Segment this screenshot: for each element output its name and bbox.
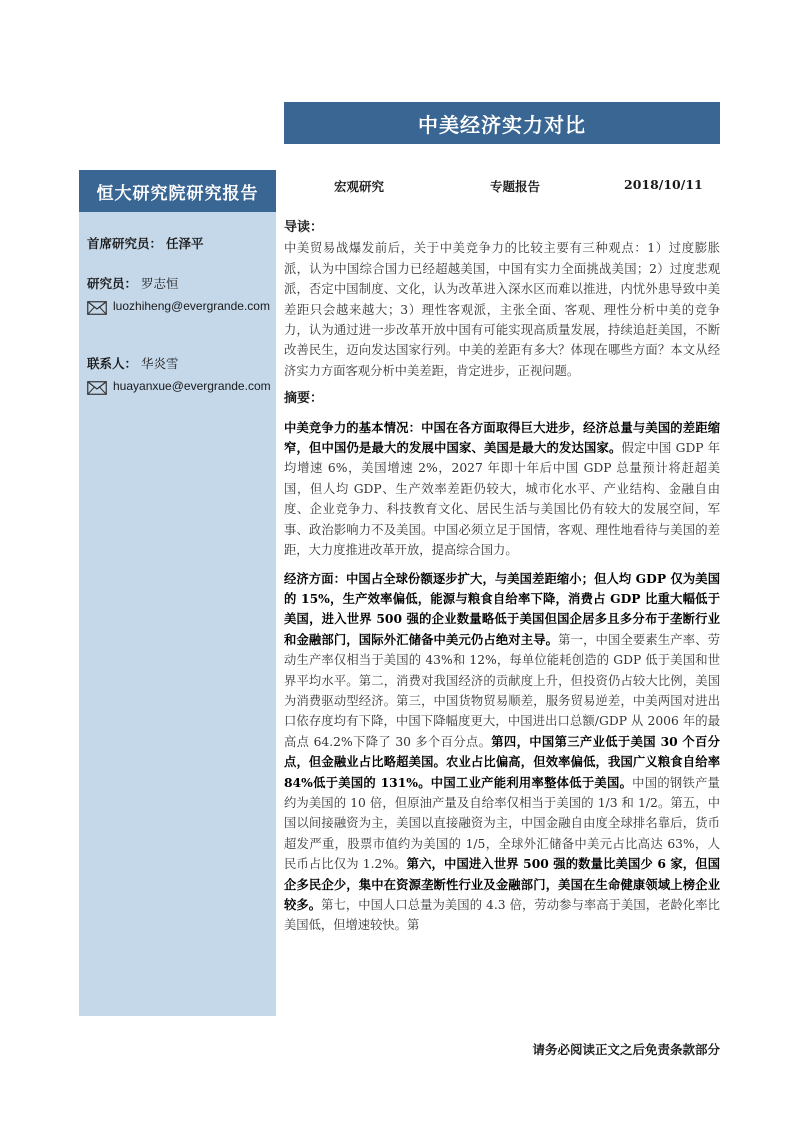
summary-1-bold: 中美竞争力的基本情况：中国在各方面取得巨大进步，经济总量与美国的差距缩窄，但中国仍是最大的发展中国家、美国是最大的发达国家。 <box>284 419 720 456</box>
researcher-name: 罗志恒 <box>141 276 179 291</box>
researcher-email-row <box>87 298 275 315</box>
intro-label: 导读： <box>284 220 324 235</box>
report-type: 专题报告 <box>490 179 541 194</box>
envelope-icon <box>87 301 107 315</box>
summary-4-bold: 第六，中国进入世界 500 强的数量比美国少 6 家，但国企多民企少，集中在资源垄断性行业及金融部门，美国在生命健康领域上榜企业较多。 <box>284 856 720 912</box>
intro-paragraph: 中美贸易战爆发前后，关于中美竞争力的比较主要有三种观点：1）过度膨胀派，认为中国综合国力已经超越美国，中国有实力全面挑战美国；2）过度悲观派，否定中国制度、文化，认为改革进入深水区而难以推进，内忧外患导致中美差距只会越来越大；3）理性客观派，主张全面、客观、理性分析中美的竞争力，认为通过进一步改革开放中国有可能实现高质量发展，持续追赶美国，不断改善民生，迈向发达国家行列。中美的差距有多大？体现在哪些方面？本文从经济实力方面客观分析中美差距，肯定进步，正视问题。 <box>284 241 720 378</box>
summary-1-text: 假定中国 GDP 年均增速 6%，美国增速 2%，2027 年即十年后中国 GDP 总量预计将赶超美国，但人均 GDP、生产效率差距仍较大，城市化水平、产业结构、金融自由度、企业竞争力、科技教育文化、居民生活与美国比仍有较大的发展空间，军事、政治影响力不及美国。中国必须立足于国情，客观、理性地看待与美国的差距，大力度推进改革开放，提高综合国力。 <box>284 441 720 558</box>
report-title-bar <box>284 102 720 144</box>
report-category: 宏观研究 <box>334 179 385 194</box>
summary-2-text: 第一，中国全要素生产率、劳动生产率仅相当于美国的 43%和 12%，每单位能耗创造的 GDP 低于美国和世界平均水平。第二，消费对我国经济的贡献度上升，但投资仍占较大比例，美国为消费驱动型经济。第三，中国货物贸易顺差，服务贸易逆差，中美两国对进出口依存度均有下降，中国下降幅度更大，中国进出口总额/GDP 从 2006 年的最高点 64.2%下降了 30 多个百分点。 <box>284 632 720 749</box>
summary-2-bold: 经济方面：中国占全球份额逐步扩大，与美国差距缩小；但人均 GDP 仅为美国的 15%，生产效率偏低，能源与粮食自给率下降，消费占 GDP 比重大幅低于美国，进入世界 500 强的企业数量略低于美国但国企居多且多分布于垄断行业和金融部门，国际外汇储备中美元仍占绝对主导。 <box>284 570 720 647</box>
report-date: 2018/10/11 <box>624 177 703 192</box>
researcher-label: 研究员： <box>87 276 138 291</box>
summary-3-text: 中国的钢铁产量约为美国的 10 倍，但原油产量及自给率仅相当于美国的 1/3 和 1/2。第五，中国以间接融资为主，美国以直接融资为主，中国金融自由度全球排名靠后，货币超发严重，股票市值约为美国的 1/5，全球外汇储备中美元占比高达 63%，人民币占比仅为 1.2%。 <box>284 775 720 872</box>
summary-paragraph-2 <box>284 569 720 936</box>
org-title: 恒大研究院研究报告 <box>79 170 276 212</box>
researcher <box>87 274 275 315</box>
sidebar <box>79 170 276 1016</box>
envelope-icon <box>87 381 107 395</box>
summary-paragraph-1 <box>284 418 720 561</box>
chief-label: 首席研究员： <box>87 236 163 251</box>
summary-3-bold: 第四，中国第三产业低于美国 30 个百分点，但金融业占比略超美国。农业占比偏高，但效率偏低，我国广义粮食自给率 84%低于美国的 131%。中国工业产能利用率整体低于美国。 <box>284 733 720 790</box>
main-content <box>284 218 720 936</box>
contact-email[interactable]: huayanxue@evergrande.com <box>113 379 271 393</box>
researcher-email[interactable]: luozhiheng@evergrande.com <box>113 299 270 313</box>
contact-email-row <box>87 378 275 395</box>
summary-4-text: 第七，中国人口总量为美国的 4.3 倍，劳动参与率高于美国，老龄化率比美国低，但增速较快。第 <box>284 898 720 933</box>
contact <box>87 354 275 395</box>
disclaimer-note: 请务必阅读正文之后免责条款部分 <box>532 1042 720 1057</box>
contact-name: 华炎雪 <box>141 356 179 371</box>
report-title: 中美经济实力对比 <box>418 112 586 137</box>
chief-name: 任泽平 <box>166 236 204 251</box>
chief-researcher <box>87 234 204 252</box>
contact-label: 联系人： <box>87 356 138 371</box>
summary-label: 摘要： <box>284 391 324 407</box>
